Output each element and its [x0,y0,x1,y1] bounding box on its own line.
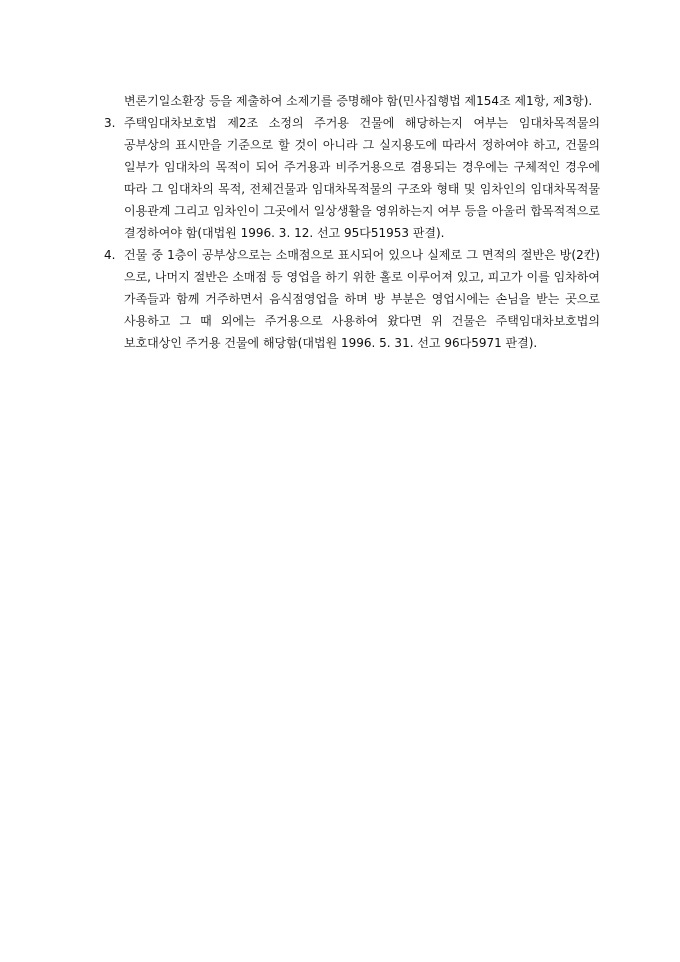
list-item-number: 4. [104,248,116,262]
list-item-4 [104,244,600,354]
document-body [104,90,600,354]
list-item-3 [104,112,600,244]
list-item-number: 3. [104,116,116,130]
list-item-text: 건물 중 1층이 공부상으로는 소매점으로 표시되어 있으나 실제로 그 면적의 절반은 방(2칸)으로, 나머지 절반은 소매점 등 영업을 하기 위한 홀로 이루어져 있고, 피고가 이를 임차하여 가족들과 함께 거주하면서 음식점영업을 하며 방 부분은 영업시에는 손님을 받는 곳으로 사용하고 그 때 외에는 주거용으로 사용하여 왔다면 위 건물은 주택임대차보호법의 보호대상인 주거용 건물에 해당함(대법원 1996. 5. 31. 선고 96다5971 판결). [124,248,600,350]
list-item-text: 주택임대차보호법 제2조 소정의 주거용 건물에 해당하는지 여부는 임대차목적물의 공부상의 표시만을 기준으로 할 것이 아니라 그 실지용도에 따라서 정하여야 하고, 건물의 일부가 임대차의 목적이 되어 주거용과 비주거용으로 겸용되는 경우에는 구체적인 경우에 따라 그 임대차의 목적, 전체건물과 임대차목적물의 구조와 형태 및 임차인의 임대차목적물 이용관계 그리고 임차인이 그곳에서 일상생활을 영위하는지 여부 등을 아울러 합목적적으로 결정하여야 함(대법원 1996. 3. 12. 선고 95다51953 판결). [124,116,600,240]
continuation-paragraph: 변론기일소환장 등을 제출하여 소제기를 증명해야 함(민사집행법 제154조 제1항, 제3항). [124,94,593,108]
